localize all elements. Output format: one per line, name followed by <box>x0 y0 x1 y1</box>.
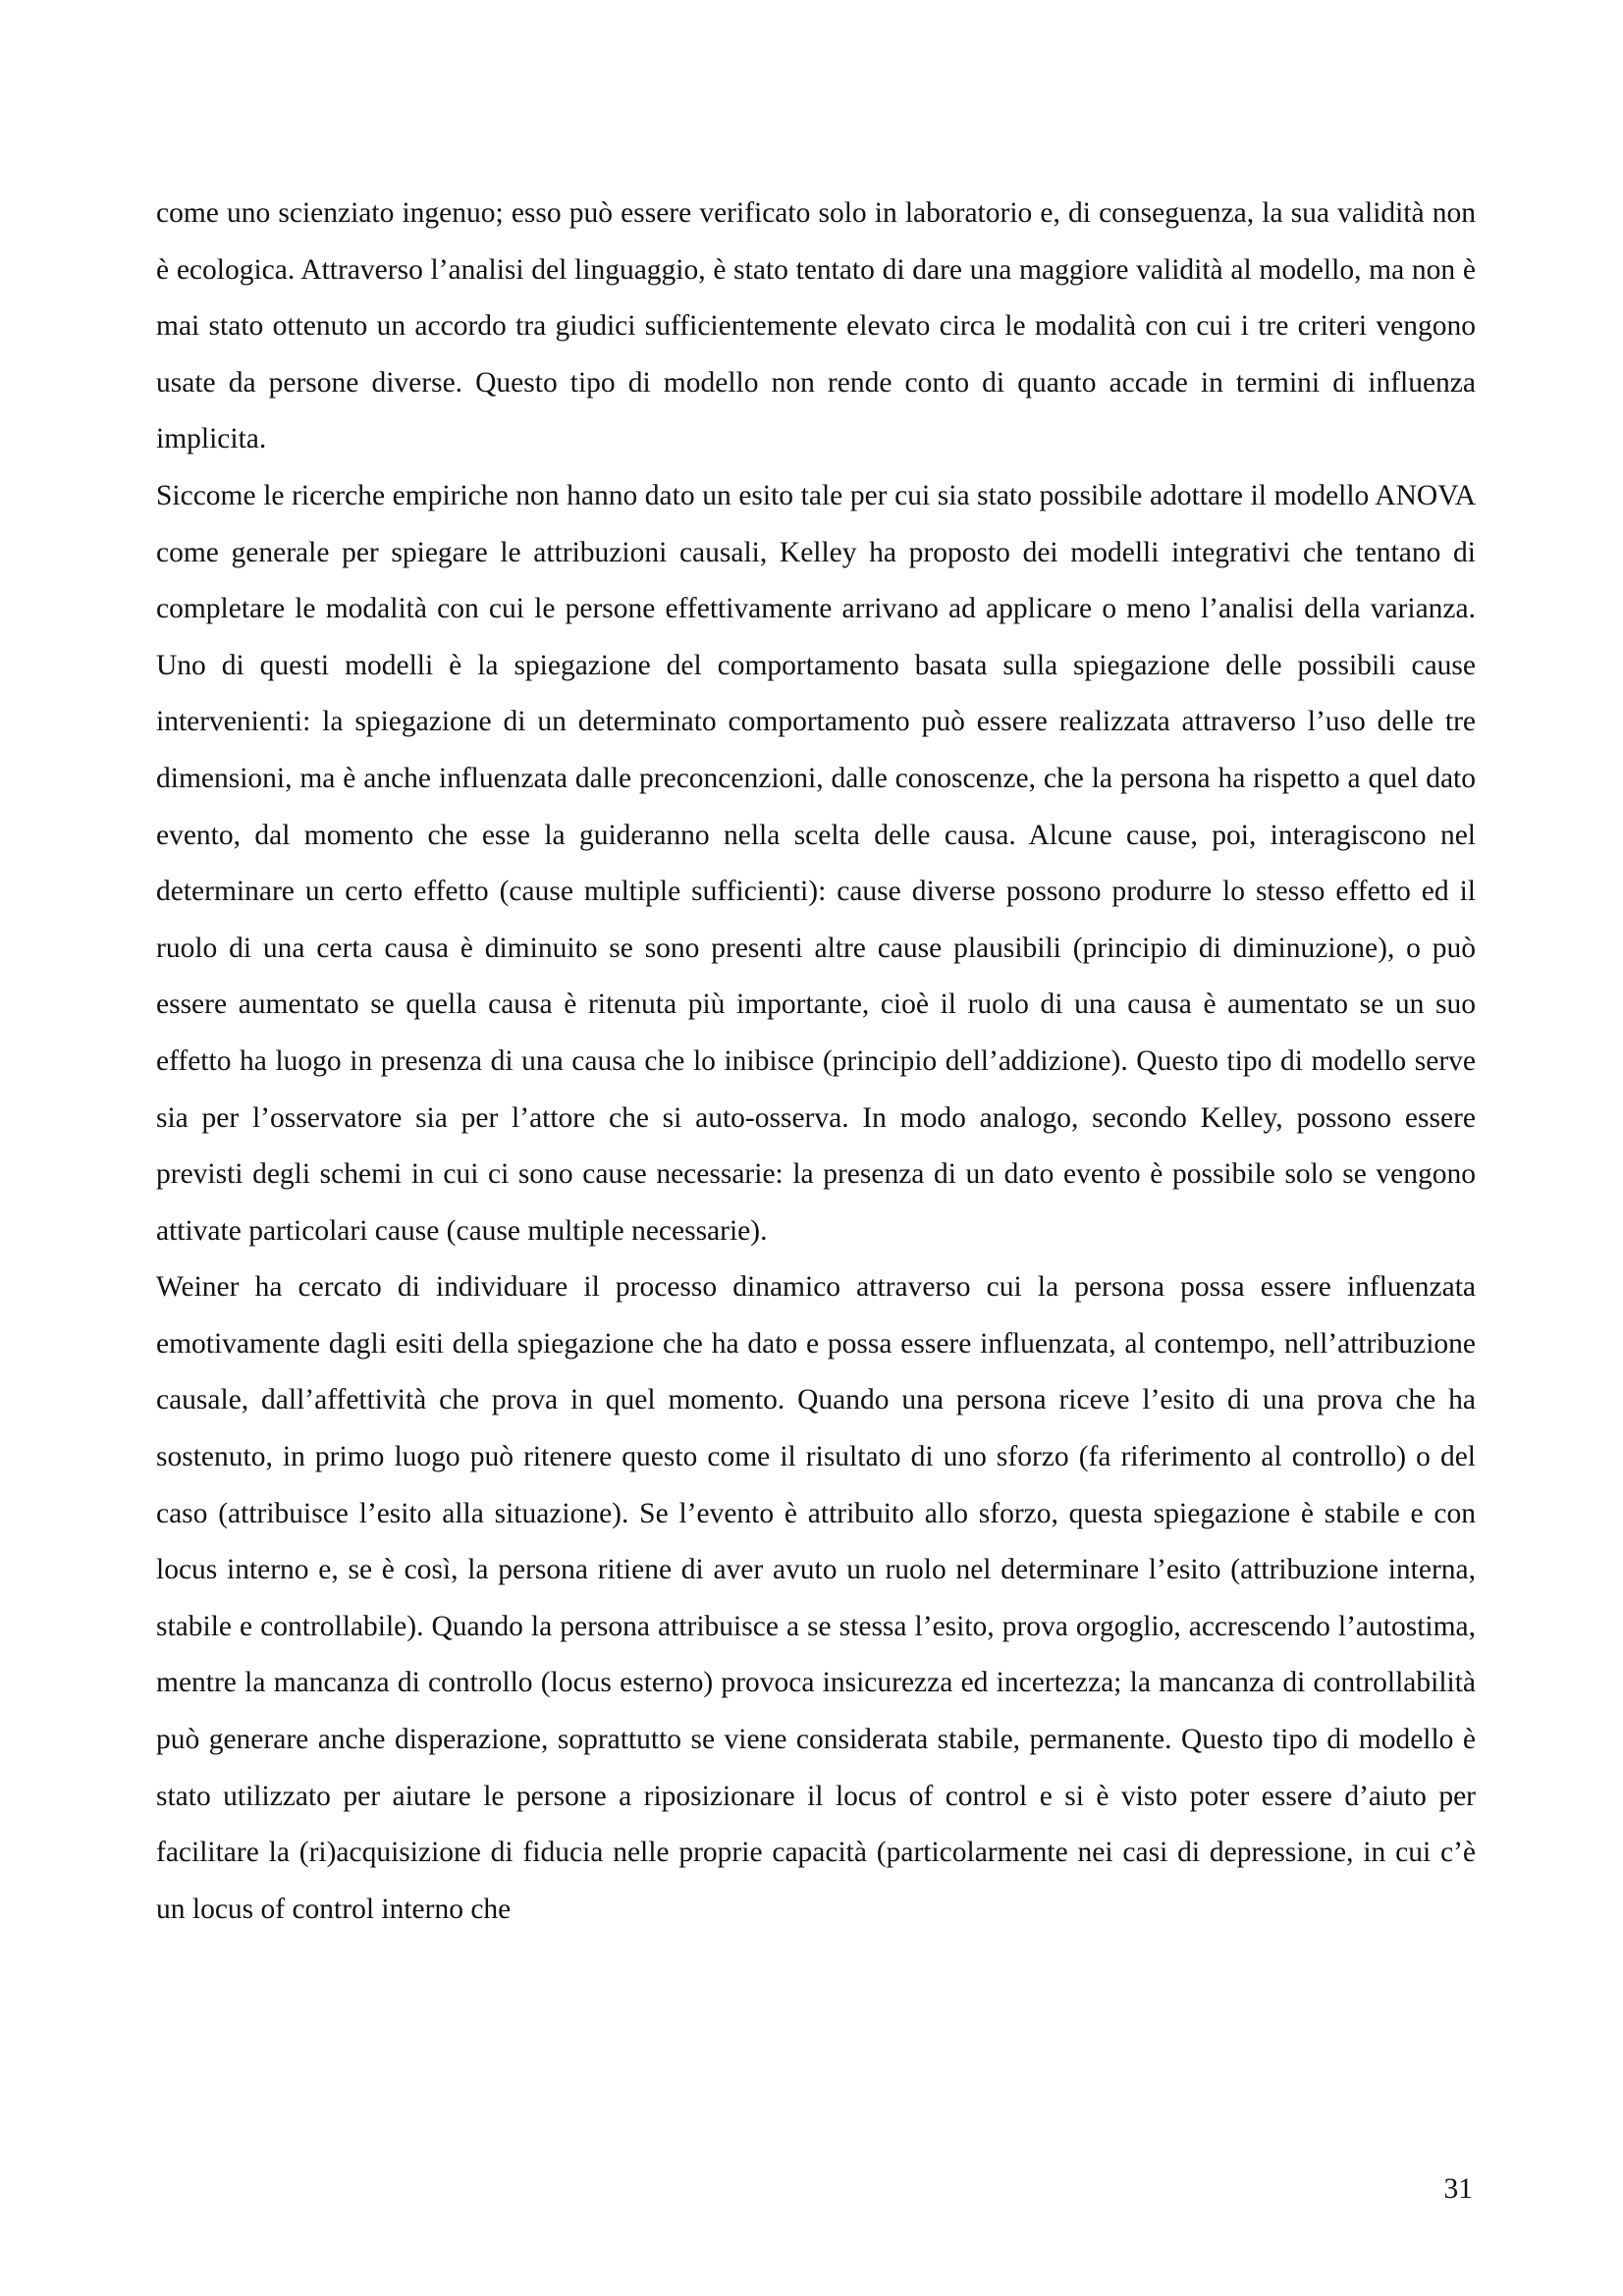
page-number: 31 <box>1443 2173 1473 2205</box>
body-text <box>156 186 1476 1938</box>
paragraph-3: Weiner ha cercato di individuare il processo dinamico attraverso cui la persona possa essere influenzata emotivamente dagli esiti della spiegazione che ha dato e possa essere influenzata, al contempo, nell’attribuzione causale, dall’affettività che prova in quel momento. Quando una persona riceve l’esito di una prova che ha sostenuto, in primo luogo può ritenere questo come il risultato di uno sforzo (fa riferimento al controllo) o del caso (attribuisce l’esito alla situazione). Se l’evento è attribuito allo sforzo, questa spiegazione è stabile e con locus interno e, se è così, la persona ritiene di aver avuto un ruolo nel determinare l’esito (attribuzione interna, stabile e controllabile). Quando la persona attribuisce a se stessa l’esito, prova orgoglio, accrescendo l’autostima, mentre la mancanza di controllo (locus esterno) provoca insicurezza ed incertezza; la mancanza di controllabilità può generare anche disperazione, soprattutto se viene considerata stabile, permanente. Questo tipo di modello è stato utilizzato per aiutare le persone a riposizionare il locus of control e si è visto poter essere d’aiuto per facilitare la (ri)acquisizione di fiducia nelle proprie capacità (particolarmente nei casi di depressione, in cui c’è un locus of control interno che <box>156 1271 1476 1925</box>
paragraph-1: come uno scienziato ingenuo; esso può essere verificato solo in laboratorio e, di conseguenza, la sua validità non è ecologica. Attraverso l’analisi del linguaggio, è stato tentato di dare una maggiore validità al modello, ma non è mai stato ottenuto un accordo tra giudici sufficientemente elevato circa le modalità con cui i tre criteri vengono usate da persone diverse. Questo tipo di modello non rende conto di quanto accade in termini di influenza implicita. <box>156 197 1476 455</box>
paragraph-2: Siccome le ricerche empiriche non hanno dato un esito tale per cui sia stato possibile adottare il modello ANOVA come generale per spiegare le attribuzioni causali, Kelley ha proposto dei modelli integrativi che tentano di completare le modalità con cui le persone effettivamente arrivano ad applicare o meno l’analisi della varianza. Uno di questi modelli è la spiegazione del comportamento basata sulla spiegazione delle possibili cause intervenienti: la spiegazione di un determinato comportamento può essere realizzata attraverso l’uso delle tre dimensioni, ma è anche influenzata dalle preconcenzioni, dalle conoscenze, che la persona ha rispetto a quel dato evento, dal momento che esse la guideranno nella scelta delle causa. Alcune cause, poi, interagiscono nel determinare un certo effetto (cause multiple sufficienti): cause diverse possono produrre lo stesso effetto ed il ruolo di una certa causa è diminuito se sono presenti altre cause plausibili (principio di diminuzione), o può essere aumentato se quella causa è ritenuta più importante, cioè il ruolo di una causa è aumentato se un suo effetto ha luogo in presenza di una causa che lo inibisce (principio dell’addizione). Questo tipo di modello serve sia per l’osservatore sia per l’attore che si auto-osserva. In modo analogo, secondo Kelley, possono essere previsti degli schemi in cui ci sono cause necessarie: la presenza di un dato evento è possibile solo se vengono attivate particolari cause (cause multiple necessarie). <box>156 479 1476 1247</box>
